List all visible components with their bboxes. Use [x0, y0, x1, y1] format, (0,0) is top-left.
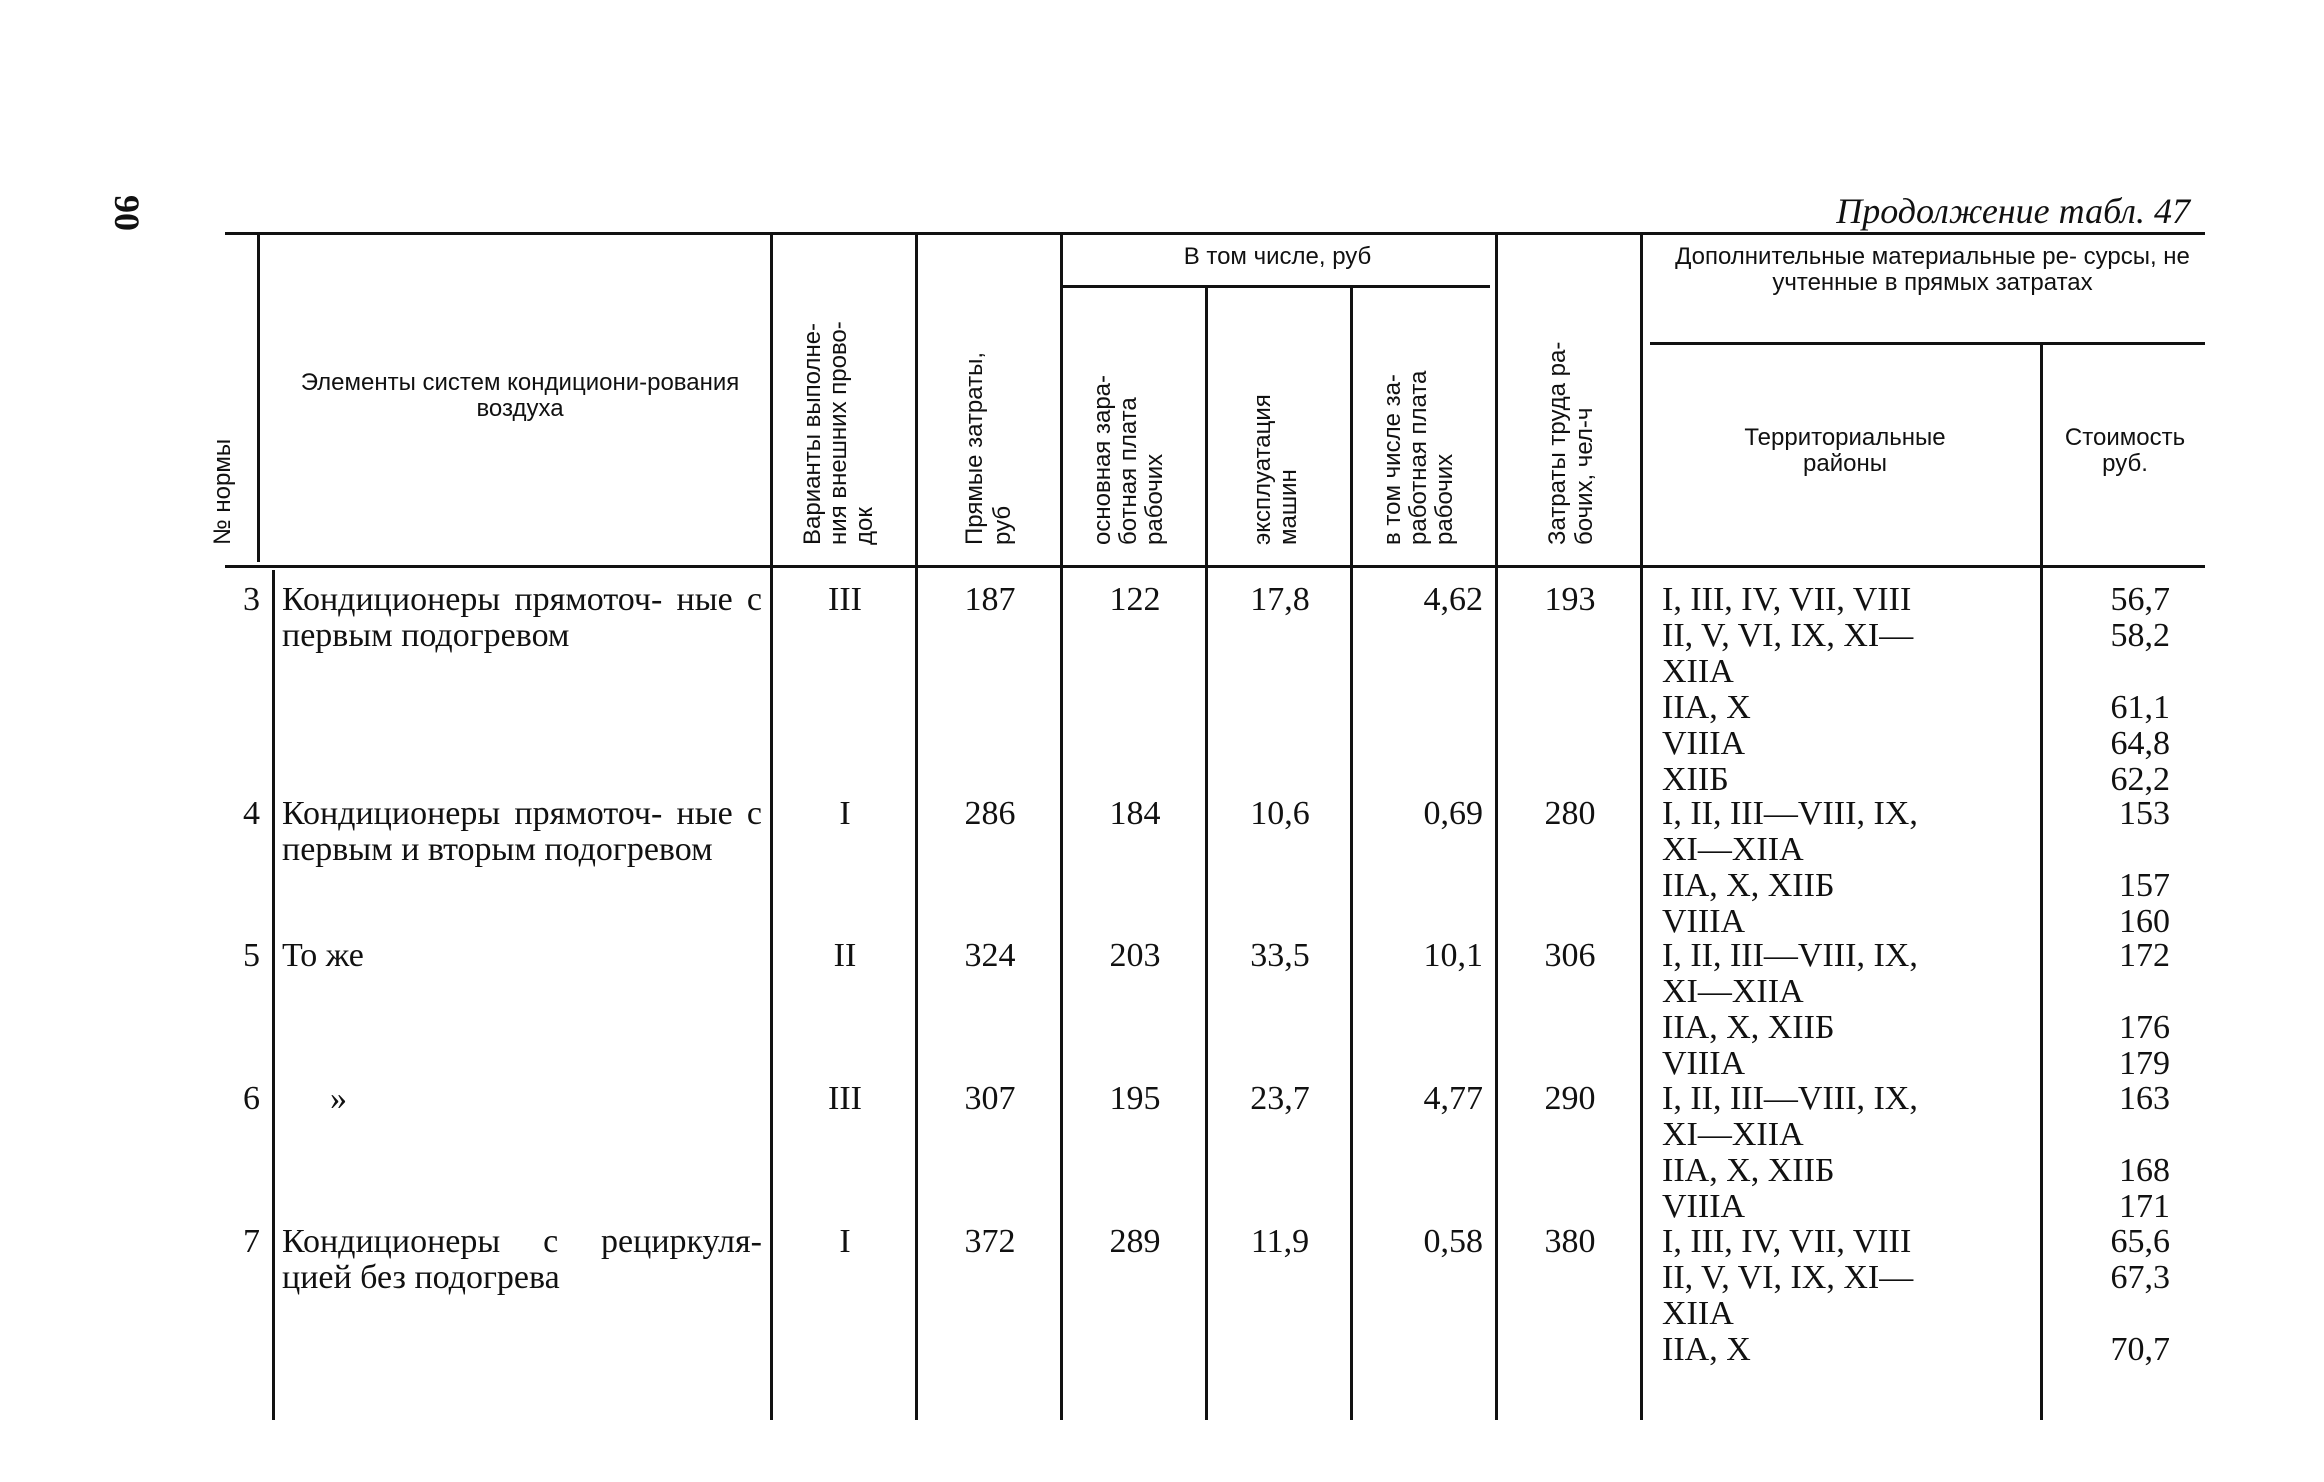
cost-line — [2045, 974, 2170, 1010]
cost-line: 179 — [2119, 1045, 2170, 1082]
header-bottom-rule — [225, 565, 2205, 568]
header-norm-no: № нормы — [209, 438, 236, 545]
cost-line: 172 — [2119, 937, 2170, 974]
row-direct-costs: 307 — [964, 1080, 1016, 1117]
row-labor: 193 — [1544, 581, 1596, 618]
row-norm-no: 4 — [243, 795, 260, 832]
row-machines-wage: 0,69 — [1423, 795, 1483, 832]
row-direct-costs: 286 — [964, 795, 1016, 832]
row-element: Кондиционеры прямоточ- ные с первым подогревом — [282, 581, 762, 654]
territory-line: IIA, X, XIIБ — [1662, 1152, 1835, 1189]
row-machines: 33,5 — [1250, 937, 1310, 974]
row-costs — [2045, 796, 2170, 940]
row-machines-wage: 0,58 — [1423, 1223, 1483, 1260]
page-number: 90 — [107, 195, 147, 231]
cost-line: 64,8 — [2110, 725, 2170, 762]
row-costs — [2045, 582, 2170, 798]
row-basic-wage: 184 — [1109, 795, 1161, 832]
col-divider-5 — [1205, 288, 1208, 1420]
col-divider-6 — [1350, 288, 1353, 1420]
row-territories — [1662, 1081, 2032, 1225]
cost-line: 67,3 — [2110, 1259, 2170, 1296]
territory-line: I, II, III—VIII, IX, — [1662, 795, 1918, 832]
row-machines: 23,7 — [1250, 1080, 1310, 1117]
row-territories — [1662, 582, 2032, 798]
subheader-rule-additional — [1650, 342, 2205, 345]
territory-line: XI—XIIA — [1662, 1116, 1804, 1153]
row-machines: 10,6 — [1250, 795, 1310, 832]
cost-line: 157 — [2119, 867, 2170, 904]
header-including: В том числе, руб — [1183, 243, 1372, 270]
territory-line: XIIБ — [1662, 761, 1729, 798]
row-machines: 11,9 — [1250, 1223, 1310, 1260]
row-labor: 380 — [1544, 1223, 1596, 1260]
col-divider-1 — [272, 570, 275, 1420]
row-norm-no: 3 — [243, 581, 260, 618]
row-variant: III — [828, 1080, 862, 1117]
row-territories — [1662, 796, 2032, 940]
territory-line: I, III, IV, VII, VIII — [1662, 1223, 1912, 1260]
territory-line: VIIIA — [1662, 725, 1746, 762]
col-divider-2 — [770, 232, 773, 1420]
col-divider-7 — [1495, 232, 1498, 1420]
cost-line — [2045, 1296, 2170, 1332]
row-machines-wage: 4,62 — [1423, 581, 1483, 618]
territory-line: VIIIA — [1662, 1045, 1746, 1082]
row-machines-wage: 10,1 — [1423, 937, 1483, 974]
cost-line: 176 — [2119, 1009, 2170, 1046]
row-territories — [1662, 1224, 2032, 1368]
header-additional-resources: Дополнительные материальные ре- сурсы, не учтенные в прямых затратах — [1675, 243, 2190, 296]
row-basic-wage: 122 — [1109, 581, 1161, 618]
header-cost: Стоимость руб. — [2064, 424, 2186, 477]
row-costs — [2045, 1224, 2170, 1368]
row-labor: 280 — [1544, 795, 1596, 832]
header-territorial: Территориальные районы — [1744, 424, 1946, 477]
row-element: Кондиционеры с рециркуля- цией без подогрева — [282, 1223, 762, 1296]
top-rule — [225, 232, 2205, 235]
row-machines: 17,8 — [1250, 581, 1310, 618]
cost-line — [2045, 832, 2170, 868]
row-costs — [2045, 938, 2170, 1082]
cost-line: 62,2 — [2110, 761, 2170, 798]
cost-line: 58,2 — [2110, 617, 2170, 654]
row-element: То же — [282, 937, 364, 974]
row-direct-costs: 372 — [964, 1223, 1016, 1260]
cost-line: 65,6 — [2110, 1223, 2170, 1260]
territory-line: IIA, X — [1662, 1331, 1751, 1368]
row-basic-wage: 289 — [1109, 1223, 1161, 1260]
col-divider-8 — [1640, 232, 1643, 1420]
row-machines-wage: 4,77 — [1423, 1080, 1483, 1117]
row-labor: 290 — [1544, 1080, 1596, 1117]
row-direct-costs: 324 — [964, 937, 1016, 974]
row-basic-wage: 195 — [1109, 1080, 1161, 1117]
row-direct-costs: 187 — [964, 581, 1016, 618]
territory-line: II, V, VI, IX, XI— — [1662, 1259, 1914, 1296]
row-basic-wage: 203 — [1109, 937, 1161, 974]
cost-line: 70,7 — [2110, 1331, 2170, 1368]
territory-line: I, III, IV, VII, VIII — [1662, 581, 1912, 618]
row-variant: I — [839, 1223, 851, 1260]
territory-line: IIA, X, XIIБ — [1662, 867, 1835, 904]
territory-line: I, II, III—VIII, IX, — [1662, 937, 1918, 974]
territory-line: IIA, X — [1662, 689, 1751, 726]
cost-line: 153 — [2119, 795, 2170, 832]
col-divider-3 — [915, 232, 918, 1420]
cost-line: 61,1 — [2110, 689, 2170, 726]
territory-line: I, II, III—VIII, IX, — [1662, 1080, 1918, 1117]
row-norm-no: 5 — [243, 937, 260, 974]
territory-line: XI—XIIA — [1662, 831, 1804, 868]
row-costs — [2045, 1081, 2170, 1225]
col-divider-9 — [2040, 345, 2043, 1420]
row-variant: I — [839, 795, 851, 832]
cost-line — [2045, 1117, 2170, 1153]
cost-line: 168 — [2119, 1152, 2170, 1189]
territory-line: XIIA — [1662, 653, 1734, 690]
row-element: » — [330, 1080, 347, 1117]
row-variant: III — [828, 581, 862, 618]
cost-line: 171 — [2119, 1188, 2170, 1225]
table-continuation-title: Продолжение табл. 47 — [1836, 191, 2190, 231]
territory-line: XI—XIIA — [1662, 973, 1804, 1010]
header-elements: Элементы систем кондициони-рования воздуха — [300, 369, 740, 422]
row-norm-no: 6 — [243, 1080, 260, 1117]
row-labor: 306 — [1544, 937, 1596, 974]
row-variant: II — [833, 937, 857, 974]
territory-line: VIIIA — [1662, 903, 1746, 940]
col-divider-1h — [257, 232, 260, 562]
cost-line: 163 — [2119, 1080, 2170, 1117]
cost-line: 160 — [2119, 903, 2170, 940]
cost-line — [2045, 654, 2170, 690]
territory-line: II, V, VI, IX, XI— — [1662, 617, 1914, 654]
row-norm-no: 7 — [243, 1223, 260, 1260]
cost-line: 56,7 — [2110, 581, 2170, 618]
row-territories — [1662, 938, 2032, 1082]
col-divider-4 — [1060, 232, 1063, 1420]
territory-line: XIIA — [1662, 1295, 1734, 1332]
subheader-rule-including — [1060, 285, 1490, 288]
territory-line: VIIIA — [1662, 1188, 1746, 1225]
territory-line: IIA, X, XIIБ — [1662, 1009, 1835, 1046]
row-element: Кондиционеры прямоточ- ные с первым и вторым подогревом — [282, 795, 762, 868]
